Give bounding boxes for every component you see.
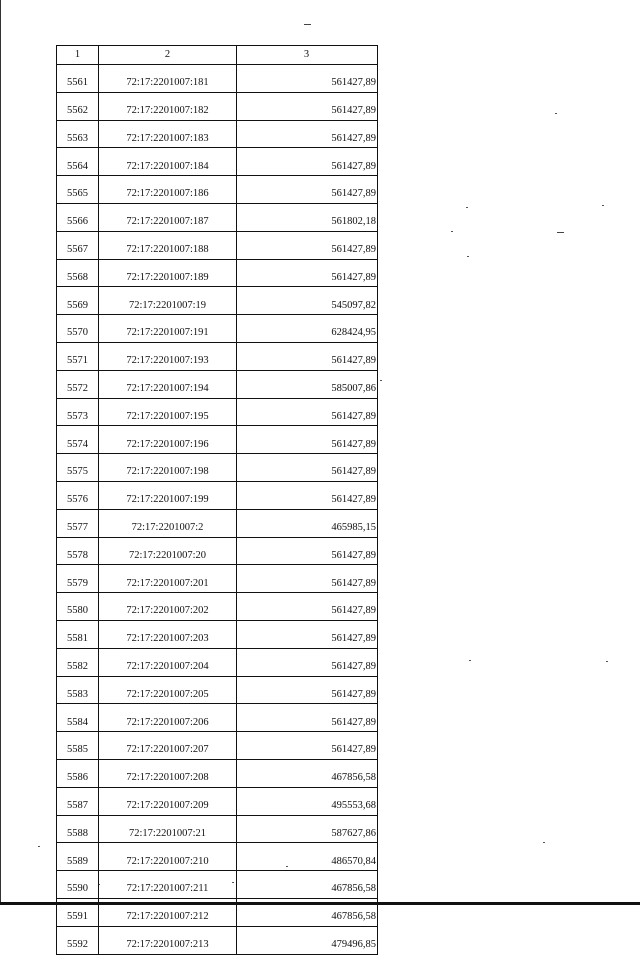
value-cell: 561427,89 <box>237 92 378 120</box>
scan-mark <box>380 380 382 381</box>
header-col-3: 3 <box>237 46 378 65</box>
scan-mark <box>467 256 469 257</box>
table-row <box>57 620 378 648</box>
row-number-cell: 5563 <box>57 120 99 148</box>
table-row <box>57 92 378 120</box>
row-number-cell: 5589 <box>57 843 99 871</box>
row-number-cell: 5574 <box>57 426 99 454</box>
value-cell: 561427,89 <box>237 704 378 732</box>
table-row <box>57 426 378 454</box>
row-number-cell: 5566 <box>57 203 99 231</box>
value-cell: 587627,86 <box>237 815 378 843</box>
scan-mark <box>606 661 608 662</box>
value-cell: 561427,89 <box>237 120 378 148</box>
value-cell: 561427,89 <box>237 259 378 287</box>
cadastral-code-cell: 72:17:2201007:204 <box>99 648 237 676</box>
cadastral-code-cell: 72:17:2201007:208 <box>99 759 237 787</box>
row-number-cell: 5572 <box>57 370 99 398</box>
value-cell: 467856,58 <box>237 759 378 787</box>
table-row <box>57 843 378 871</box>
scan-mark <box>557 232 564 233</box>
table-row <box>57 315 378 343</box>
cadastral-code-cell: 72:17:2201007:195 <box>99 398 237 426</box>
value-cell: 561427,89 <box>237 148 378 176</box>
scan-mark <box>469 660 471 661</box>
table-row <box>57 203 378 231</box>
value-cell: 465985,15 <box>237 509 378 537</box>
cadastral-code-cell: 72:17:2201007:187 <box>99 203 237 231</box>
table-row <box>57 732 378 760</box>
row-number-cell: 5578 <box>57 537 99 565</box>
cadastral-code-cell: 72:17:2201007:189 <box>99 259 237 287</box>
row-number-cell: 5565 <box>57 176 99 204</box>
row-number-cell: 5561 <box>57 65 99 93</box>
value-cell: 561427,89 <box>237 231 378 259</box>
value-cell: 628424,95 <box>237 315 378 343</box>
row-number-cell: 5581 <box>57 620 99 648</box>
row-number-cell: 5586 <box>57 759 99 787</box>
row-number-cell: 5569 <box>57 287 99 315</box>
cadastral-code-cell: 72:17:2201007:199 <box>99 481 237 509</box>
table-row <box>57 759 378 787</box>
cadastral-code-cell: 72:17:2201007:207 <box>99 732 237 760</box>
value-cell: 545097,82 <box>237 287 378 315</box>
value-cell: 561427,89 <box>237 342 378 370</box>
table-row <box>57 815 378 843</box>
table-row <box>57 259 378 287</box>
value-cell: 561802,18 <box>237 203 378 231</box>
value-cell: 561427,89 <box>237 65 378 93</box>
header-col-1: 1 <box>57 46 99 65</box>
table-row <box>57 509 378 537</box>
value-cell: 467856,58 <box>237 898 378 926</box>
cadastral-code-cell: 72:17:2201007:196 <box>99 426 237 454</box>
scan-mark <box>38 846 40 847</box>
row-number-cell: 5579 <box>57 565 99 593</box>
table-row <box>57 593 378 621</box>
table-row <box>57 120 378 148</box>
table-row <box>57 898 378 926</box>
value-cell: 561427,89 <box>237 565 378 593</box>
table-row <box>57 231 378 259</box>
cadastral-code-cell: 72:17:2201007:206 <box>99 704 237 732</box>
row-number-cell: 5567 <box>57 231 99 259</box>
table-row <box>57 787 378 815</box>
cadastral-code-cell: 72:17:2201007:21 <box>99 815 237 843</box>
row-number-cell: 5591 <box>57 898 99 926</box>
row-number-cell: 5562 <box>57 92 99 120</box>
data-table-container <box>56 45 375 955</box>
row-number-cell: 5571 <box>57 342 99 370</box>
table-row <box>57 176 378 204</box>
scan-edge <box>0 0 1 905</box>
row-number-cell: 5573 <box>57 398 99 426</box>
cadastral-code-cell: 72:17:2201007:198 <box>99 454 237 482</box>
cadastral-code-cell: 72:17:2201007:209 <box>99 787 237 815</box>
cadastral-code-cell: 72:17:2201007:191 <box>99 315 237 343</box>
cadastral-code-cell: 72:17:2201007:211 <box>99 871 237 899</box>
value-cell: 479496,85 <box>237 926 378 954</box>
header-col-2: 2 <box>99 46 237 65</box>
table-row <box>57 287 378 315</box>
cadastral-code-cell: 72:17:2201007:202 <box>99 593 237 621</box>
row-number-cell: 5582 <box>57 648 99 676</box>
cadastral-code-cell: 72:17:2201007:186 <box>99 176 237 204</box>
value-cell: 561427,89 <box>237 620 378 648</box>
row-number-cell: 5575 <box>57 454 99 482</box>
table-row <box>57 926 378 954</box>
cadastral-code-cell: 72:17:2201007:2 <box>99 509 237 537</box>
cadastral-code-cell: 72:17:2201007:19 <box>99 287 237 315</box>
value-cell: 486570,84 <box>237 843 378 871</box>
value-cell: 561427,89 <box>237 176 378 204</box>
cadastral-code-cell: 72:17:2201007:184 <box>99 148 237 176</box>
value-cell: 561427,89 <box>237 732 378 760</box>
value-cell: 467856,58 <box>237 871 378 899</box>
row-number-cell: 5584 <box>57 704 99 732</box>
table-row <box>57 148 378 176</box>
table-row <box>57 648 378 676</box>
row-number-cell: 5590 <box>57 871 99 899</box>
scan-mark <box>602 205 604 206</box>
cadastral-code-cell: 72:17:2201007:193 <box>99 342 237 370</box>
cadastral-code-cell: 72:17:2201007:20 <box>99 537 237 565</box>
cadastral-code-cell: 72:17:2201007:201 <box>99 565 237 593</box>
value-cell: 561427,89 <box>237 676 378 704</box>
table-body <box>57 65 378 955</box>
row-number-cell: 5570 <box>57 315 99 343</box>
scan-mark <box>304 24 311 25</box>
table-row <box>57 342 378 370</box>
table-row <box>57 537 378 565</box>
scan-mark <box>466 207 468 208</box>
value-cell: 561427,89 <box>237 593 378 621</box>
row-number-cell: 5583 <box>57 676 99 704</box>
value-cell: 561427,89 <box>237 481 378 509</box>
row-number-cell: 5580 <box>57 593 99 621</box>
table-row <box>57 454 378 482</box>
cadastral-code-cell: 72:17:2201007:182 <box>99 92 237 120</box>
cadastral-code-cell: 72:17:2201007:181 <box>99 65 237 93</box>
table-row <box>57 704 378 732</box>
data-table <box>56 45 378 955</box>
scan-mark <box>555 113 557 114</box>
row-number-cell: 5564 <box>57 148 99 176</box>
cadastral-code-cell: 72:17:2201007:210 <box>99 843 237 871</box>
value-cell: 561427,89 <box>237 454 378 482</box>
cadastral-code-cell: 72:17:2201007:212 <box>99 898 237 926</box>
table-row <box>57 398 378 426</box>
scan-mark <box>543 842 545 843</box>
cadastral-code-cell: 72:17:2201007:188 <box>99 231 237 259</box>
value-cell: 495553,68 <box>237 787 378 815</box>
cadastral-code-cell: 72:17:2201007:213 <box>99 926 237 954</box>
cadastral-code-cell: 72:17:2201007:205 <box>99 676 237 704</box>
table-header-row <box>57 46 378 65</box>
row-number-cell: 5592 <box>57 926 99 954</box>
value-cell: 585007,86 <box>237 370 378 398</box>
row-number-cell: 5577 <box>57 509 99 537</box>
table-row <box>57 871 378 899</box>
cadastral-code-cell: 72:17:2201007:194 <box>99 370 237 398</box>
row-number-cell: 5588 <box>57 815 99 843</box>
table-row <box>57 370 378 398</box>
table-row <box>57 676 378 704</box>
cadastral-code-cell: 72:17:2201007:203 <box>99 620 237 648</box>
cadastral-code-cell: 72:17:2201007:183 <box>99 120 237 148</box>
value-cell: 561427,89 <box>237 648 378 676</box>
value-cell: 561427,89 <box>237 426 378 454</box>
row-number-cell: 5568 <box>57 259 99 287</box>
table-row <box>57 565 378 593</box>
row-number-cell: 5585 <box>57 732 99 760</box>
table-row <box>57 65 378 93</box>
value-cell: 561427,89 <box>237 398 378 426</box>
scan-mark <box>451 231 453 232</box>
row-number-cell: 5587 <box>57 787 99 815</box>
row-number-cell: 5576 <box>57 481 99 509</box>
table-row <box>57 481 378 509</box>
value-cell: 561427,89 <box>237 537 378 565</box>
